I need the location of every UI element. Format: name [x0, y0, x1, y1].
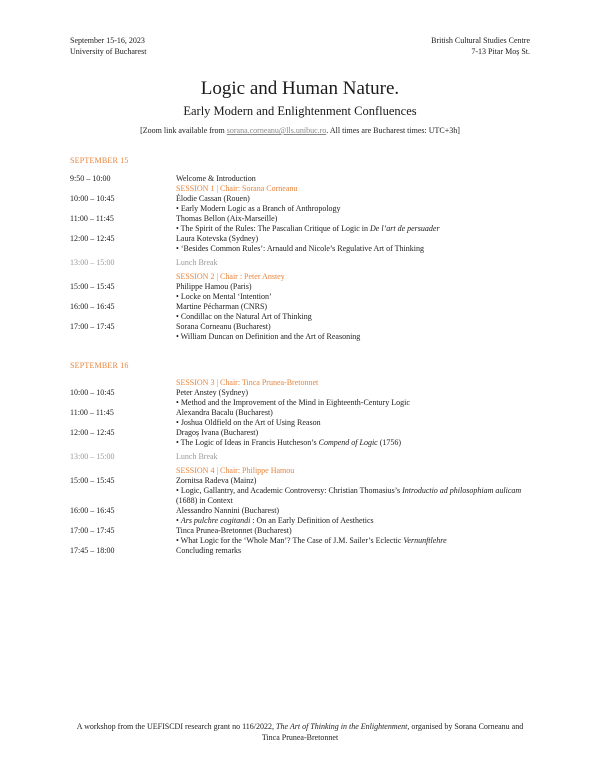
- talk-title: • The Spirit of the Rules: The Pascalian Critique of Logic in De l’art de persuader: [176, 224, 540, 234]
- session-row: [70, 466, 540, 476]
- speaker: Élodie Cassan (Rouen): [176, 194, 250, 203]
- talk-title: • Ars pulchre cogitandi : On an Early Definition of Aesthetics: [176, 516, 540, 526]
- time: 15:00 – 15:45: [70, 282, 115, 291]
- lunch-break: Lunch Break: [176, 258, 218, 267]
- schedule-row: [70, 322, 540, 332]
- session-label: SESSION 4 | Chair: Philippe Hamou: [176, 466, 295, 475]
- session-label: SESSION 3 | Chair: Tinca Prunea-Bretonnet: [176, 378, 319, 387]
- venue-address: 7-13 Pitar Moș St.: [471, 47, 530, 56]
- schedule-day-2: [70, 378, 540, 556]
- time: 17:45 – 18:00: [70, 546, 115, 555]
- lunch-row: [70, 452, 540, 462]
- talk-title-row: [70, 204, 540, 214]
- speaker: Philippe Hamou (Paris): [176, 282, 252, 291]
- speaker: Peter Anstey (Sydney): [176, 388, 248, 397]
- lunch-row: [70, 258, 540, 268]
- footer-note: A workshop from the UEFISCDI research grant no 116/2022, The Art of Thinking in the Enlightenment, organised by Sorana Corneanu and Tinca Prunea-Bretonnet: [76, 722, 524, 742]
- session-label: SESSION 2 | Chair : Peter Anstey: [176, 272, 285, 281]
- schedule-row: [70, 476, 540, 486]
- time: 17:00 – 17:45: [70, 526, 115, 535]
- concluding-remarks: Concluding remarks: [176, 546, 242, 555]
- speaker: Martine Pécharman (CNRS): [176, 302, 268, 311]
- speaker: Thomas Bellon (Aix-Marseille): [176, 214, 278, 223]
- schedule-row: [70, 194, 540, 204]
- speaker: Laura Kotevska (Sydney): [176, 234, 259, 243]
- talk-title-row: [70, 244, 540, 254]
- schedule-row: [70, 282, 540, 292]
- header-left: [70, 35, 146, 57]
- talk-title: • Early Modern Logic as a Branch of Anthropology: [176, 204, 540, 214]
- time: 16:00 – 16:45: [70, 506, 115, 515]
- schedule-row: [70, 408, 540, 418]
- time: 13:00 – 15:00: [70, 452, 115, 461]
- time: 11:00 – 11:45: [70, 408, 114, 417]
- event-dates: September 15-16, 2023: [70, 36, 145, 45]
- talk-title: • ‘Besides Common Rules’: Arnauld and Nicole’s Regulative Art of Thinking: [176, 244, 540, 254]
- speaker: Sorana Corneanu (Bucharest): [176, 322, 271, 331]
- page-subtitle: Early Modern and Enlightenment Confluences: [183, 104, 417, 118]
- time: 9:50 – 10:00: [70, 174, 111, 183]
- time: 12:00 – 12:45: [70, 428, 115, 437]
- talk-title-row: [70, 292, 540, 302]
- contact-email-link[interactable]: sorana.corneanu@lls.unibuc.ro: [226, 126, 327, 135]
- talk-title-row: [70, 398, 540, 408]
- time: 15:00 – 15:45: [70, 476, 115, 485]
- schedule-row: [70, 506, 540, 516]
- talk-title-row: [70, 418, 540, 428]
- welcome: Welcome & Introduction: [176, 174, 256, 183]
- speaker: Zornitsa Radeva (Mainz): [176, 476, 257, 485]
- talk-title: • Logic, Gallantry, and Academic Controversy: Christian Thomasius’s Introductio ad philosophiam aulicam (1688) in Context: [176, 486, 540, 506]
- time: 10:00 – 10:45: [70, 194, 115, 203]
- schedule-row: [70, 526, 540, 536]
- talk-title-row: [70, 536, 540, 546]
- speaker: Alexandra Bacalu (Bucharest): [176, 408, 273, 417]
- session-label: SESSION 1 | Chair: Sorana Corneanu: [176, 184, 298, 193]
- talk-title-row: [70, 224, 540, 234]
- header-right: [431, 35, 530, 57]
- talk-title: • Condillac on the Natural Art of Thinking: [176, 312, 540, 322]
- talk-title-row: [70, 438, 540, 448]
- day-label-2: SEPTEMBER 16: [70, 361, 129, 370]
- schedule-day-1: [70, 174, 540, 342]
- schedule-row: [70, 388, 540, 398]
- talk-title-row: [70, 312, 540, 322]
- zoom-prefix: [Zoom link available from: [140, 126, 227, 135]
- time: 17:00 – 17:45: [70, 322, 115, 331]
- talk-title: • Joshua Oldfield on the Art of Using Reason: [176, 418, 540, 428]
- talk-title-row: [70, 486, 540, 506]
- venue: British Cultural Studies Centre: [431, 36, 530, 45]
- talk-title-row: [70, 516, 540, 526]
- time: 10:00 – 10:45: [70, 388, 115, 397]
- talk-title-row: [70, 332, 540, 342]
- talk-title: • Method and the Improvement of the Mind in Eighteenth-Century Logic: [176, 398, 540, 408]
- talk-title: • What Logic for the ‘Whole Man’? The Case of J.M. Sailer’s Eclectic Vernunftlehre: [176, 536, 540, 546]
- schedule-row: [70, 214, 540, 224]
- schedule-row: [70, 302, 540, 312]
- schedule-row: [70, 174, 540, 184]
- time: 16:00 – 16:45: [70, 302, 115, 311]
- lunch-break: Lunch Break: [176, 452, 218, 461]
- zoom-suffix: . All times are Bucharest times: UTC+3h]: [326, 126, 460, 135]
- time: 11:00 – 11:45: [70, 214, 114, 223]
- speaker: Dragoș Ivana (Bucharest): [176, 428, 259, 437]
- session-row: [70, 378, 540, 388]
- session-row: [70, 272, 540, 282]
- schedule-row: [70, 234, 540, 244]
- talk-title: • The Logic of Ideas in Francis Hutcheson’s Compend of Logic (1756): [176, 438, 540, 448]
- time: 12:00 – 12:45: [70, 234, 115, 243]
- talk-title: • William Duncan on Definition and the Art of Reasoning: [176, 332, 540, 342]
- session-row: [70, 184, 540, 194]
- time: 13:00 – 15:00: [70, 258, 115, 267]
- zoom-note: [0, 126, 600, 136]
- schedule-row: [70, 428, 540, 438]
- day-label-1: SEPTEMBER 15: [70, 156, 129, 165]
- speaker: Alessandro Nannini (Bucharest): [176, 506, 280, 515]
- talk-title: • Locke on Mental ‘Intention’: [176, 292, 540, 302]
- university: University of Bucharest: [70, 47, 147, 56]
- schedule-row: [70, 546, 540, 556]
- speaker: Tinca Prunea-Bretonnet (Bucharest): [176, 526, 292, 535]
- page-title: Logic and Human Nature.: [200, 78, 400, 99]
